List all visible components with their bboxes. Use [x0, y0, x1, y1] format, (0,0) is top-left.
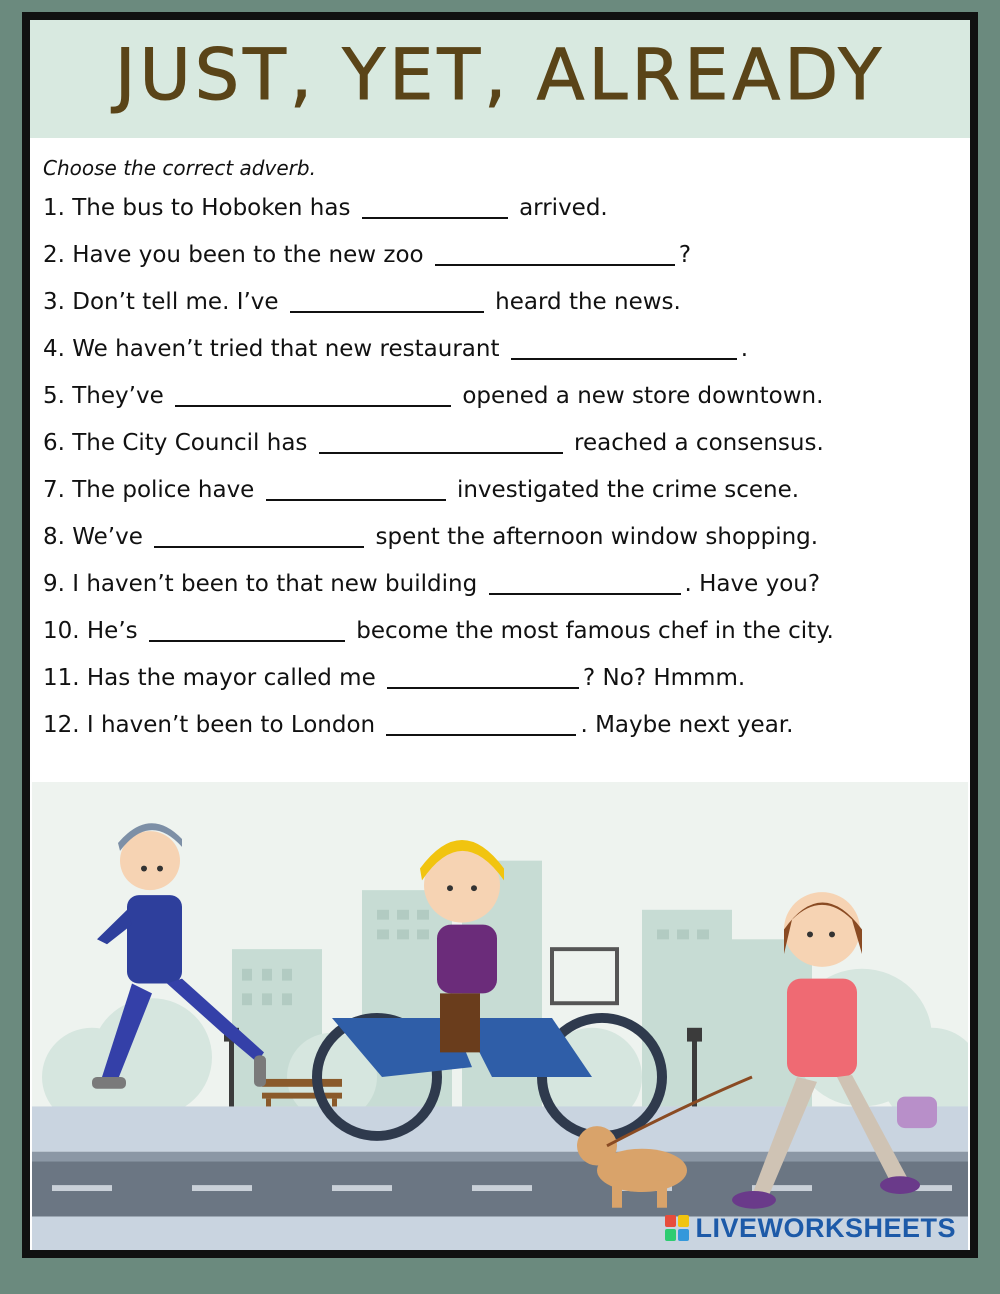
question-5: [43, 376, 963, 423]
question-text: become the most famous chef in the city.: [348, 618, 834, 644]
page-title: JUST, YET, ALREADY: [114, 34, 886, 116]
question-2: [43, 235, 963, 282]
worksheet-page: [30, 20, 970, 1250]
question-text: ?: [678, 242, 692, 268]
city-park-illustration: [32, 782, 968, 1250]
question-text: 6. The City Council has: [43, 430, 315, 456]
question-text: arrived.: [511, 195, 608, 221]
question-9: [43, 564, 963, 611]
question-text: 5. They’ve: [43, 383, 172, 409]
answer-blank-8[interactable]: [154, 522, 364, 548]
question-4: [43, 329, 963, 376]
answer-blank-7[interactable]: [266, 475, 446, 501]
answer-blank-4[interactable]: [511, 334, 737, 360]
question-text: 10. He’s: [43, 618, 145, 644]
question-6: [43, 423, 963, 470]
question-3: [43, 282, 963, 329]
question-text: . Have you?: [684, 571, 821, 597]
question-text: 1. The bus to Hoboken has: [43, 195, 358, 221]
question-text: opened a new store downtown.: [455, 383, 824, 409]
question-text: ? No? Hmmm.: [583, 665, 746, 691]
answer-blank-11[interactable]: [387, 663, 579, 689]
question-text: 8. We’ve: [43, 524, 151, 550]
question-8: [43, 517, 963, 564]
answer-blank-9[interactable]: [489, 569, 681, 595]
illustration-svg: [32, 782, 968, 1250]
worksheet-frame: [22, 12, 978, 1258]
exercise-list: [43, 156, 963, 752]
question-text: 11. Has the mayor called me: [43, 665, 384, 691]
answer-blank-5[interactable]: [175, 381, 451, 407]
question-12: [43, 705, 963, 752]
liveworksheets-logo[interactable]: [665, 1214, 956, 1242]
answer-blank-1[interactable]: [362, 193, 508, 219]
question-7: [43, 470, 963, 517]
question-text: 4. We haven’t tried that new restaurant: [43, 336, 507, 362]
answer-blank-3[interactable]: [290, 287, 484, 313]
answer-blank-6[interactable]: [319, 428, 563, 454]
question-text: 7. The police have: [43, 477, 262, 503]
answer-blank-2[interactable]: [435, 240, 675, 266]
question-text: .: [740, 336, 749, 362]
title-band: [30, 20, 970, 138]
question-10: [43, 611, 963, 658]
question-text: reached a consensus.: [566, 430, 824, 456]
question-11: [43, 658, 963, 705]
question-text: 3. Don’t tell me. I’ve: [43, 289, 286, 315]
question-text: spent the afternoon window shopping.: [368, 524, 819, 550]
brand-icon: [665, 1215, 689, 1241]
instruction-text: Choose the correct adverb.: [43, 156, 316, 180]
question-text: heard the news.: [487, 289, 681, 315]
question-text: investigated the crime scene.: [449, 477, 800, 503]
question-text: . Maybe next year.: [580, 712, 794, 738]
question-text: 12. I haven’t been to London: [43, 712, 383, 738]
question-text: 2. Have you been to the new zoo: [43, 242, 431, 268]
brand-text: LIVEWORKSHEETS: [695, 1212, 956, 1243]
question-text: 9. I haven’t been to that new building: [43, 571, 485, 597]
answer-blank-12[interactable]: [386, 710, 576, 736]
question-1: [43, 188, 963, 235]
answer-blank-10[interactable]: [149, 616, 345, 642]
